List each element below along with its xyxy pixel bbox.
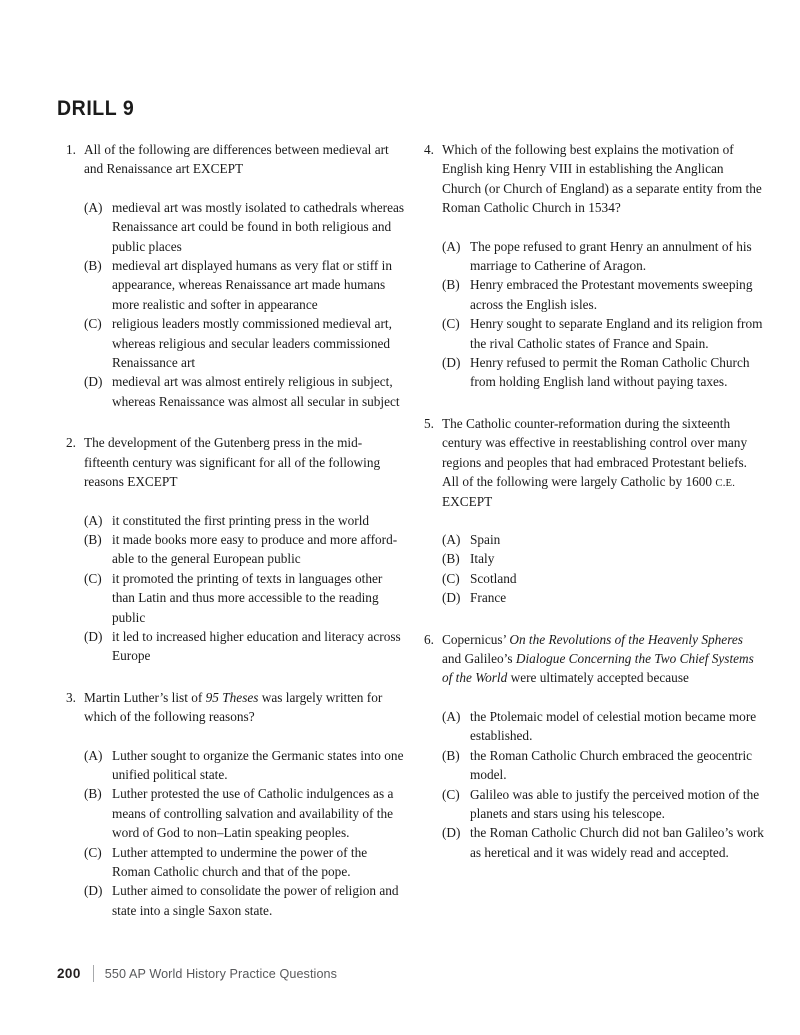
- answer-choice-label: (C): [442, 786, 460, 802]
- stem-text: Martin Luther’s list of: [84, 689, 206, 705]
- answer-choice[interactable]: [442, 353, 765, 392]
- page-title: DRILL 9: [57, 97, 135, 120]
- question-stem: [62, 140, 407, 179]
- answer-choice-label: (C): [84, 570, 102, 586]
- stem-text: Which of the following best explains the motivation of English king Henry VIII in establishing the Anglican Church (or Church of England) as a separate entity from the Roman Catholic Church in 1534?: [442, 142, 762, 216]
- question-stem-text: [442, 414, 765, 511]
- answer-choice[interactable]: [84, 881, 407, 920]
- question-stem-text: [442, 140, 765, 218]
- stem-text: EXCEPT: [442, 493, 493, 509]
- answer-choice-label: (B): [442, 551, 460, 567]
- answer-choice-label: (C): [442, 570, 460, 586]
- footer-page-number: 200: [57, 966, 81, 981]
- answer-choice-text: the Ptolemaic model of celestial motion became more established.: [470, 708, 757, 744]
- answer-choice-label: (D): [442, 590, 461, 606]
- answer-choice-text: Luther attempted to undermine the power of the Roman Catholic church and that of the pope.: [112, 844, 368, 879]
- answer-choice-text: it constituted the first printing press in the world: [112, 512, 370, 528]
- answer-choice[interactable]: [84, 843, 407, 882]
- page-footer: [57, 965, 337, 982]
- footer-book-title: 550 AP World History Practice Questions: [104, 966, 338, 981]
- answer-choice-label: (D): [84, 628, 103, 644]
- answer-choice[interactable]: [442, 314, 765, 353]
- answer-choice-text: France: [470, 590, 507, 606]
- answer-choice-label: (A): [84, 512, 103, 528]
- answer-choices: [84, 198, 407, 411]
- answer-choice-label: (D): [84, 883, 103, 899]
- answer-choice-label: (B): [442, 747, 460, 763]
- stem-text: All of the following are differences between medieval art and Renaissance art EXCEPT: [84, 142, 389, 177]
- answer-choice-text: Spain: [470, 532, 501, 548]
- answer-choice[interactable]: [84, 372, 407, 411]
- answer-choice-label: (A): [84, 199, 103, 215]
- answer-choice[interactable]: [442, 275, 765, 314]
- stem-text: were ultimately accepted because: [507, 670, 689, 686]
- answer-choice-label: (D): [442, 355, 461, 371]
- column-right: [420, 140, 765, 942]
- answer-choice[interactable]: [442, 549, 765, 568]
- answer-choice-text: medieval art displayed humans as very flat or stiff in appearance, whereas Renaissance art made humans more realistic and softer in appearance: [112, 258, 393, 312]
- question-block: [62, 140, 407, 411]
- stem-text: The Catholic counter-reformation during the sixteenth century was effective in reestablishing control over many regions and peoples that had embraced Protestant beliefs. All of the following were largely Catholic by 1600: [442, 415, 748, 490]
- answer-choice[interactable]: [84, 198, 407, 256]
- question-stem: [62, 433, 407, 491]
- answer-choice-label: (C): [84, 844, 102, 860]
- stem-text: The development of the Gutenberg press in the mid-fifteenth century was significant for all of the following reasons EXCEPT: [84, 435, 381, 490]
- answer-choice-text: Henry embraced the Protestant movements sweeping across the English isles.: [470, 277, 753, 312]
- answer-choice-label: (B): [84, 258, 102, 274]
- stem-smallcaps-text: C.E.: [715, 478, 736, 490]
- answer-choice[interactable]: [84, 511, 407, 530]
- question-stem: [420, 140, 765, 218]
- answer-choice-text: religious leaders mostly commissioned medieval art, whereas religious and secular leaders commissioned Renaissance art: [112, 316, 392, 371]
- question-columns: [0, 140, 800, 942]
- answer-choice-text: medieval art was mostly isolated to cathedrals whereas Renaissance art could be found in both religious and public places: [112, 199, 405, 254]
- answer-choice-label: (A): [84, 747, 103, 763]
- answer-choice[interactable]: [442, 823, 765, 862]
- answer-choice-label: (B): [84, 786, 102, 802]
- answer-choice[interactable]: [84, 569, 407, 627]
- answer-choice-label: (D): [84, 374, 103, 390]
- answer-choice[interactable]: [442, 569, 765, 588]
- answer-choice-text: medieval art was almost entirely religious in subject, whereas Renaissance was almost all secular in subject: [112, 374, 400, 409]
- footer-divider: [93, 965, 94, 982]
- answer-choice-label: (C): [442, 316, 460, 332]
- answer-choice[interactable]: [84, 314, 407, 372]
- question-stem: [420, 630, 765, 688]
- answer-choice[interactable]: [442, 588, 765, 607]
- answer-choice-label: (A): [442, 532, 461, 548]
- answer-choice-text: Scotland: [470, 570, 517, 586]
- answer-choice[interactable]: [442, 237, 765, 276]
- answer-choice[interactable]: [442, 707, 765, 746]
- answer-choice-text: it made books more easy to produce and more afford-able to the general European public: [112, 531, 398, 567]
- answer-choice-text: Luther aimed to consolidate the power of religion and state into a single Saxon state.: [112, 883, 399, 918]
- stem-text: was largely written for which of the following reasons?: [84, 689, 383, 725]
- answer-choice-text: Galileo was able to justify the perceived motion of the planets and stars using his telescope.: [470, 786, 760, 821]
- answer-choice-label: (A): [442, 708, 461, 724]
- answer-choices: [442, 237, 765, 392]
- question-number: 1.: [66, 142, 76, 157]
- answer-choice[interactable]: [84, 530, 407, 569]
- stem-italic-text: Dialogue Concerning the Two Chief Systems of the World: [442, 651, 754, 686]
- question-number: 4.: [424, 142, 434, 157]
- answer-choice-text: the Roman Catholic Church embraced the geocentric model.: [470, 747, 753, 783]
- answer-choice[interactable]: [442, 785, 765, 824]
- question-number: 6.: [424, 631, 434, 647]
- answer-choice[interactable]: [84, 256, 407, 314]
- answer-choice-text: The pope refused to grant Henry an annulment of his marriage to Catherine of Aragon.: [470, 238, 752, 274]
- answer-choice-text: the Roman Catholic Church did not ban Galileo’s work as heretical and it was widely read and accepted.: [470, 825, 764, 860]
- question-number: 5.: [424, 415, 434, 431]
- answer-choice-label: (C): [84, 316, 102, 332]
- question-stem-text: [442, 630, 765, 688]
- answer-choice-label: (B): [84, 531, 102, 547]
- stem-italic-text: 95 Theses: [205, 689, 259, 705]
- answer-choice-text: Luther protested the use of Catholic indulgences as a means of controlling salvation and availability of the word of God to non–Latin speaking peoples.: [112, 786, 394, 841]
- question-stem-text: [84, 140, 407, 179]
- answer-choice-text: it led to increased higher education and literacy across Europe: [112, 628, 401, 664]
- question-number: 3.: [66, 689, 76, 705]
- answer-choice-label: (B): [442, 277, 460, 293]
- answer-choice[interactable]: [84, 746, 407, 785]
- question-stem-text: [84, 688, 407, 727]
- answer-choice[interactable]: [84, 627, 407, 666]
- answer-choices: [84, 511, 407, 666]
- answer-choices: [442, 530, 765, 608]
- question-block: [420, 630, 765, 862]
- stem-italic-text: On the Revolutions of the Heavenly Spheres: [509, 631, 743, 647]
- question-stem: [62, 688, 407, 727]
- answer-choice-text: Italy: [470, 551, 495, 567]
- question-stem-text: [84, 433, 407, 491]
- answer-choice[interactable]: [442, 746, 765, 785]
- stem-text: and Galileo’s: [442, 651, 516, 667]
- question-block: [62, 688, 407, 920]
- column-left: [62, 140, 407, 942]
- answer-choice-text: Henry refused to permit the Roman Catholic Church from holding English land without paying taxes.: [470, 355, 750, 390]
- answer-choice-text: Luther sought to organize the Germanic states into one unified political state.: [112, 747, 404, 782]
- question-number: 2.: [66, 435, 76, 451]
- question-stem: [420, 414, 765, 511]
- answer-choices: [84, 746, 407, 921]
- question-block: [62, 433, 407, 665]
- answer-choice-text: Henry sought to separate England and its religion from the rival Catholic states of France and Spain.: [470, 316, 763, 351]
- answer-choice[interactable]: [442, 530, 765, 549]
- question-block: [420, 140, 765, 392]
- stem-text: Copernicus’: [442, 631, 510, 647]
- answer-choice-label: (A): [442, 238, 461, 254]
- answer-choice-text: it promoted the printing of texts in languages other than Latin and thus more accessible to the reading public: [112, 570, 383, 625]
- answer-choice-label: (D): [442, 825, 461, 841]
- answer-choice[interactable]: [84, 784, 407, 842]
- question-block: [420, 414, 765, 608]
- answer-choices: [442, 707, 765, 862]
